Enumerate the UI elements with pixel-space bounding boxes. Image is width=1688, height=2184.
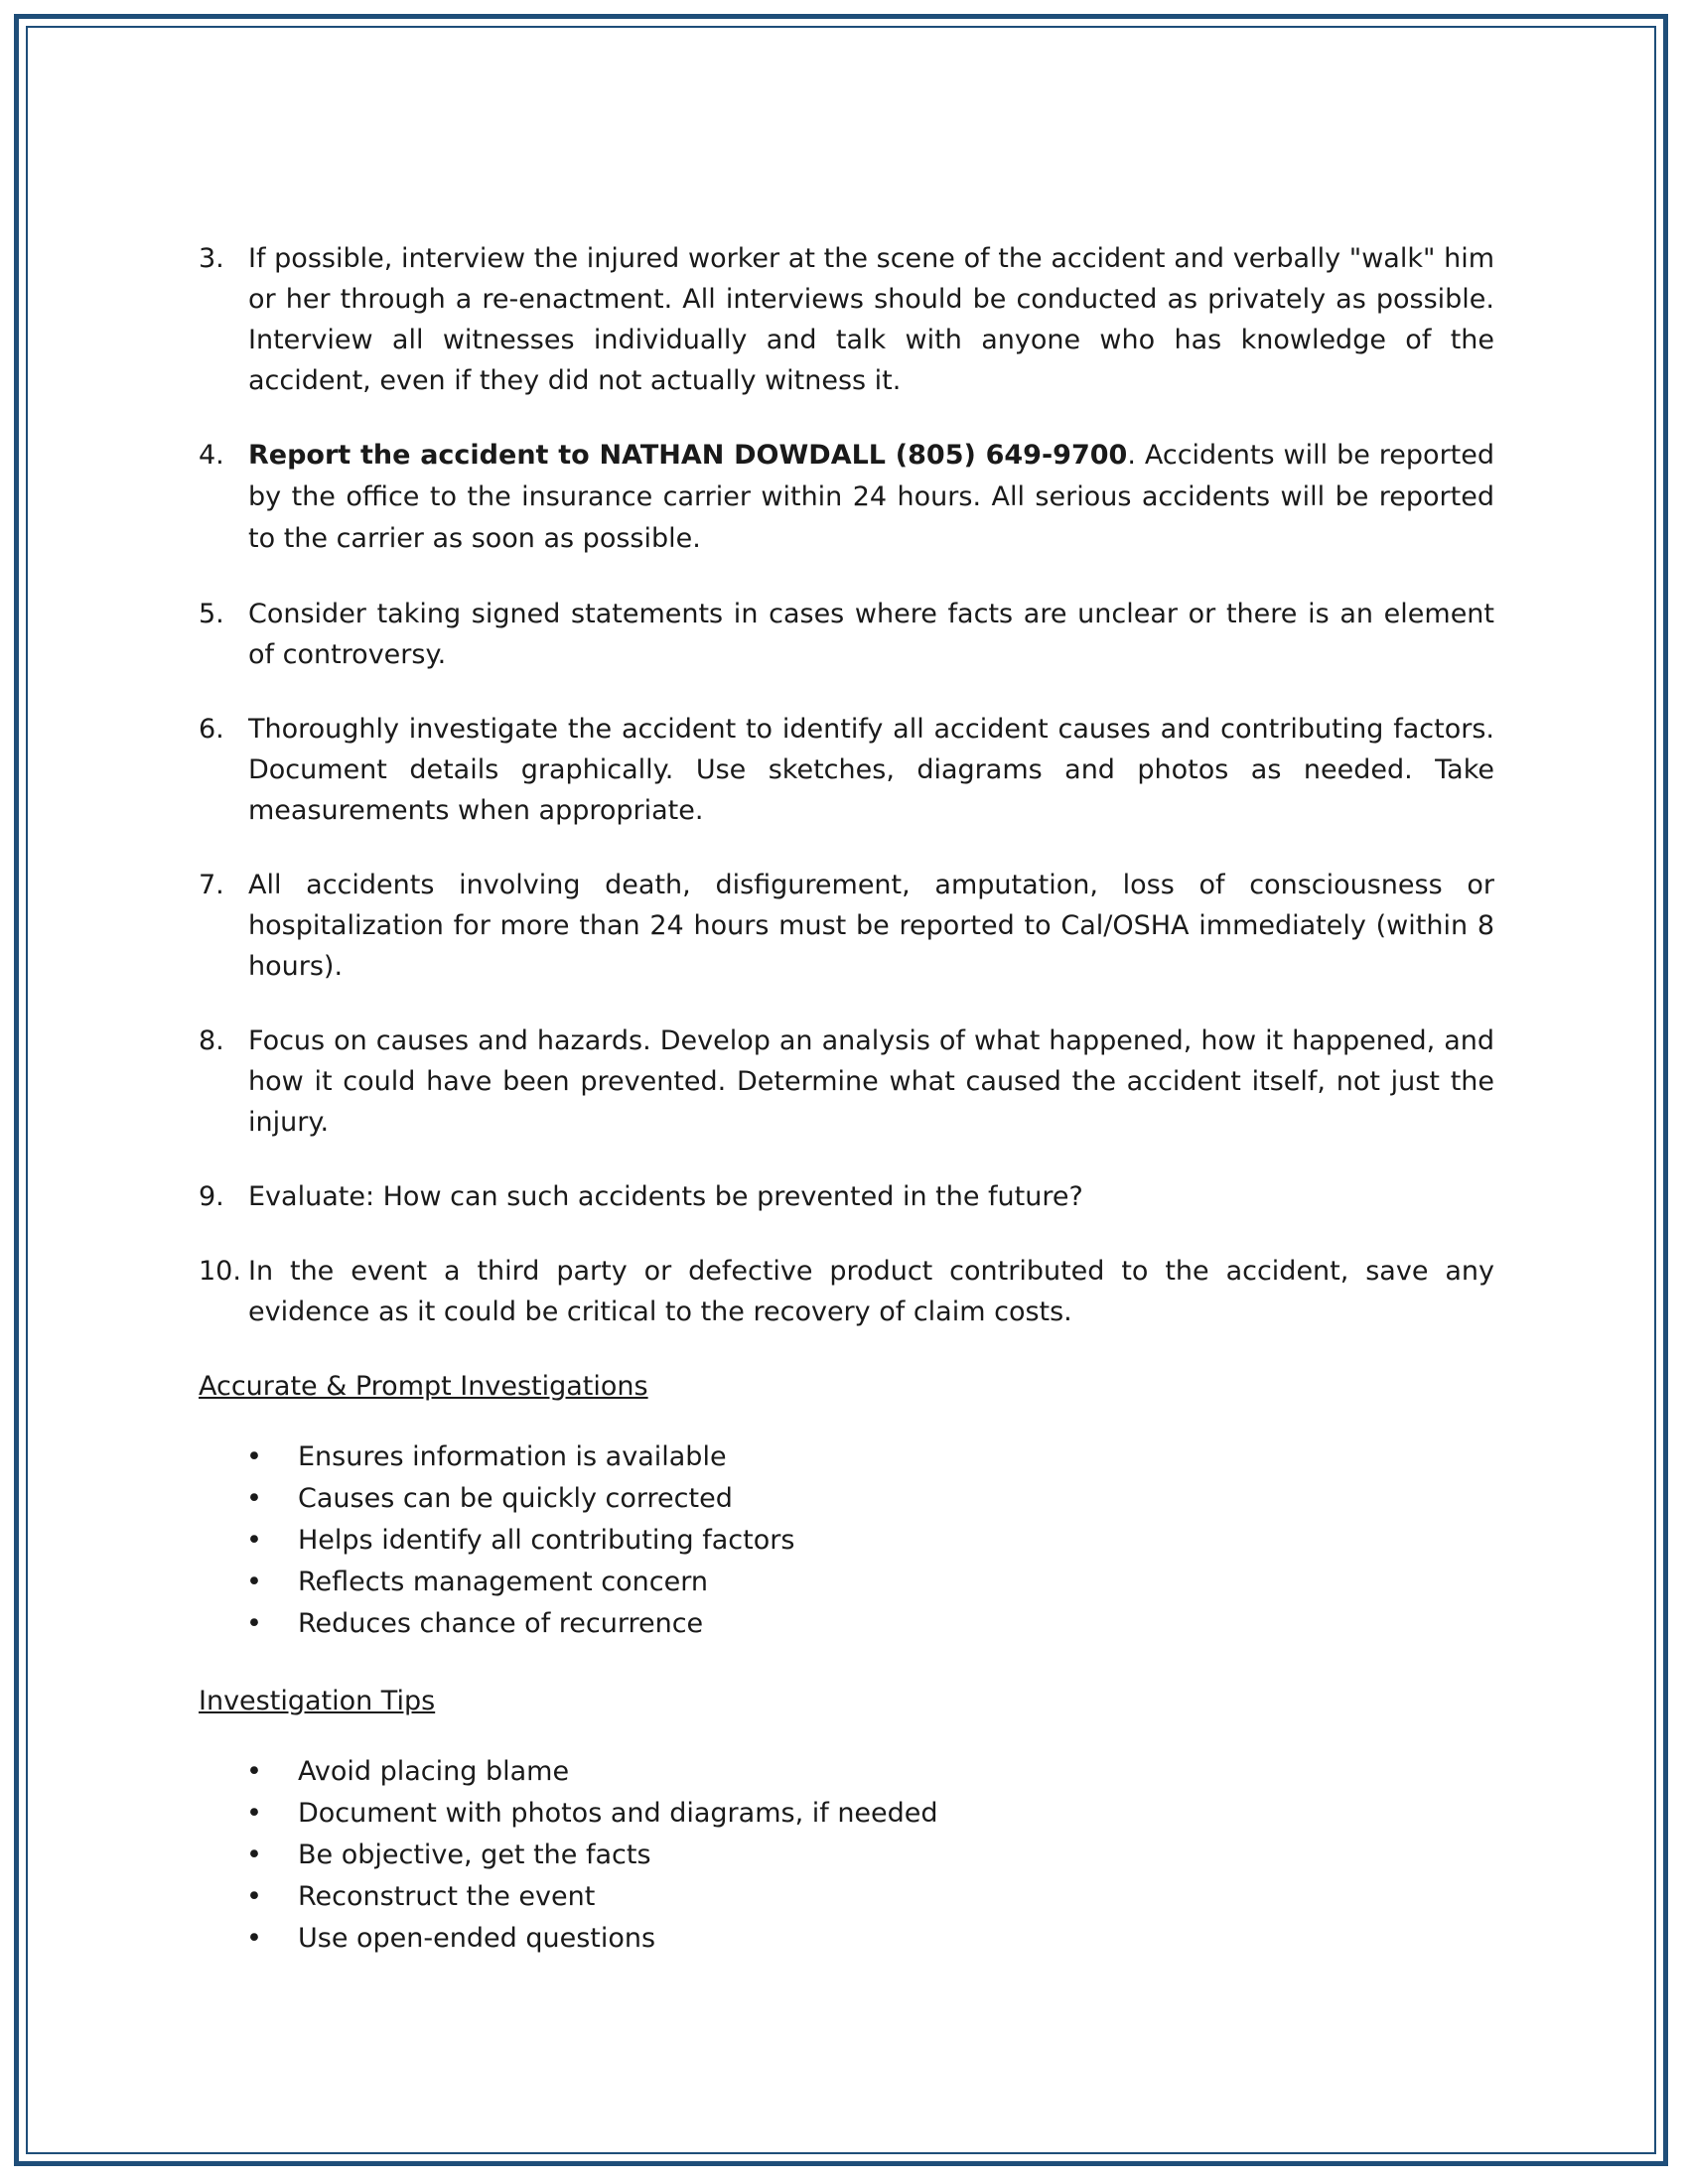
bullet-icon: • xyxy=(246,1840,262,1870)
list-text: Document with photos and diagrams, if needed xyxy=(298,1798,938,1829)
list-item xyxy=(199,1176,1494,1217)
list-text: Thoroughly investigate the accident to identify all accident causes and contributing factors. Document details graphically. Use sketches, diagrams and photos as needed. Take measurements when appropriate. xyxy=(248,714,1494,826)
list-text: Be objective, get the facts xyxy=(298,1840,651,1870)
list-item xyxy=(199,1520,1494,1562)
list-text: Evaluate: How can such accidents be prevented in the future? xyxy=(248,1181,1083,1212)
list-item xyxy=(199,1876,1494,1918)
list-number: 3. xyxy=(199,243,224,274)
bullet-icon: • xyxy=(246,1798,262,1829)
list-item xyxy=(199,709,1494,831)
list-item xyxy=(199,238,1494,401)
list-text: Reconstruct the event xyxy=(298,1881,596,1912)
list-text: Causes can be quickly corrected xyxy=(298,1483,733,1514)
bullet-icon: • xyxy=(246,1608,262,1639)
list-number: 5. xyxy=(199,599,224,629)
list-item xyxy=(199,1251,1494,1332)
list-item xyxy=(199,594,1494,675)
list-item xyxy=(199,1562,1494,1603)
list-item xyxy=(199,1793,1494,1835)
list-item xyxy=(199,1436,1494,1478)
list-text: Consider taking signed statements in cases where facts are unclear or there is an element of controversy. xyxy=(248,599,1494,670)
bullet-icon: • xyxy=(246,1567,262,1597)
list-text: Avoid placing blame xyxy=(298,1756,570,1787)
list-number: 9. xyxy=(199,1181,224,1212)
list-number: 6. xyxy=(199,714,224,745)
list-text: All accidents involving death, disfigurement, amputation, loss of consciousness or hospitalization for more than 24 hours must be reported to Cal/OSHA immediately (within 8 hours). xyxy=(248,870,1494,982)
list-item xyxy=(199,1835,1494,1876)
steps-list xyxy=(199,238,1494,1332)
list-item xyxy=(199,865,1494,987)
accurate-heading: Accurate & Prompt Investigations xyxy=(199,1371,648,1402)
bullet-icon: • xyxy=(246,1525,262,1556)
list-text: Reduces chance of recurrence xyxy=(298,1608,704,1639)
list-number: 8. xyxy=(199,1025,224,1056)
bullet-icon: • xyxy=(246,1441,262,1472)
list-text: Use open-ended questions xyxy=(298,1923,656,1954)
list-text: In the event a third party or defective product contributed to the accident, save any evidence as it could be critical to the recovery of claim costs. xyxy=(248,1256,1494,1327)
list-item xyxy=(199,435,1494,560)
bullet-icon: • xyxy=(246,1923,262,1954)
document-body xyxy=(199,238,1494,1995)
tips-list xyxy=(199,1751,1494,1960)
list-text: . Accidents will be reported by the office to the insurance carrier within 24 hours. All serious accidents will be reported to the carrier as soon as possible. xyxy=(248,440,1495,554)
bullet-icon: • xyxy=(246,1483,262,1514)
list-number: 10. xyxy=(199,1256,241,1287)
list-text: Ensures information is available xyxy=(298,1441,727,1472)
list-item xyxy=(199,1918,1494,1960)
list-item xyxy=(199,1603,1494,1645)
list-item xyxy=(199,1751,1494,1793)
list-number: 7. xyxy=(199,870,224,900)
bullet-icon: • xyxy=(246,1756,262,1787)
list-number: 4. xyxy=(199,440,224,471)
list-text: Reflects management concern xyxy=(298,1567,708,1597)
list-item xyxy=(199,1478,1494,1520)
list-text: Helps identify all contributing factors xyxy=(298,1525,795,1556)
accurate-list xyxy=(199,1436,1494,1645)
list-text: Focus on causes and hazards. Develop an analysis of what happened, how it happened, and how it could have been prevented. Determine what caused the accident itself, not just the injury. xyxy=(248,1025,1494,1138)
bullet-icon: • xyxy=(246,1881,262,1912)
list-item xyxy=(199,1021,1494,1143)
list-text: If possible, interview the injured worker at the scene of the accident and verbally "walk" him or her through a re-enactment. All interviews should be conducted as privately as possible. Interview all witnesses individually and talk with anyone who has knowledge of the accident, even if they did not actually witness it. xyxy=(248,243,1494,396)
tips-heading: Investigation Tips xyxy=(199,1686,436,1716)
report-contact: Report the accident to NATHAN DOWDALL (805) 649-9700 xyxy=(248,440,1128,471)
